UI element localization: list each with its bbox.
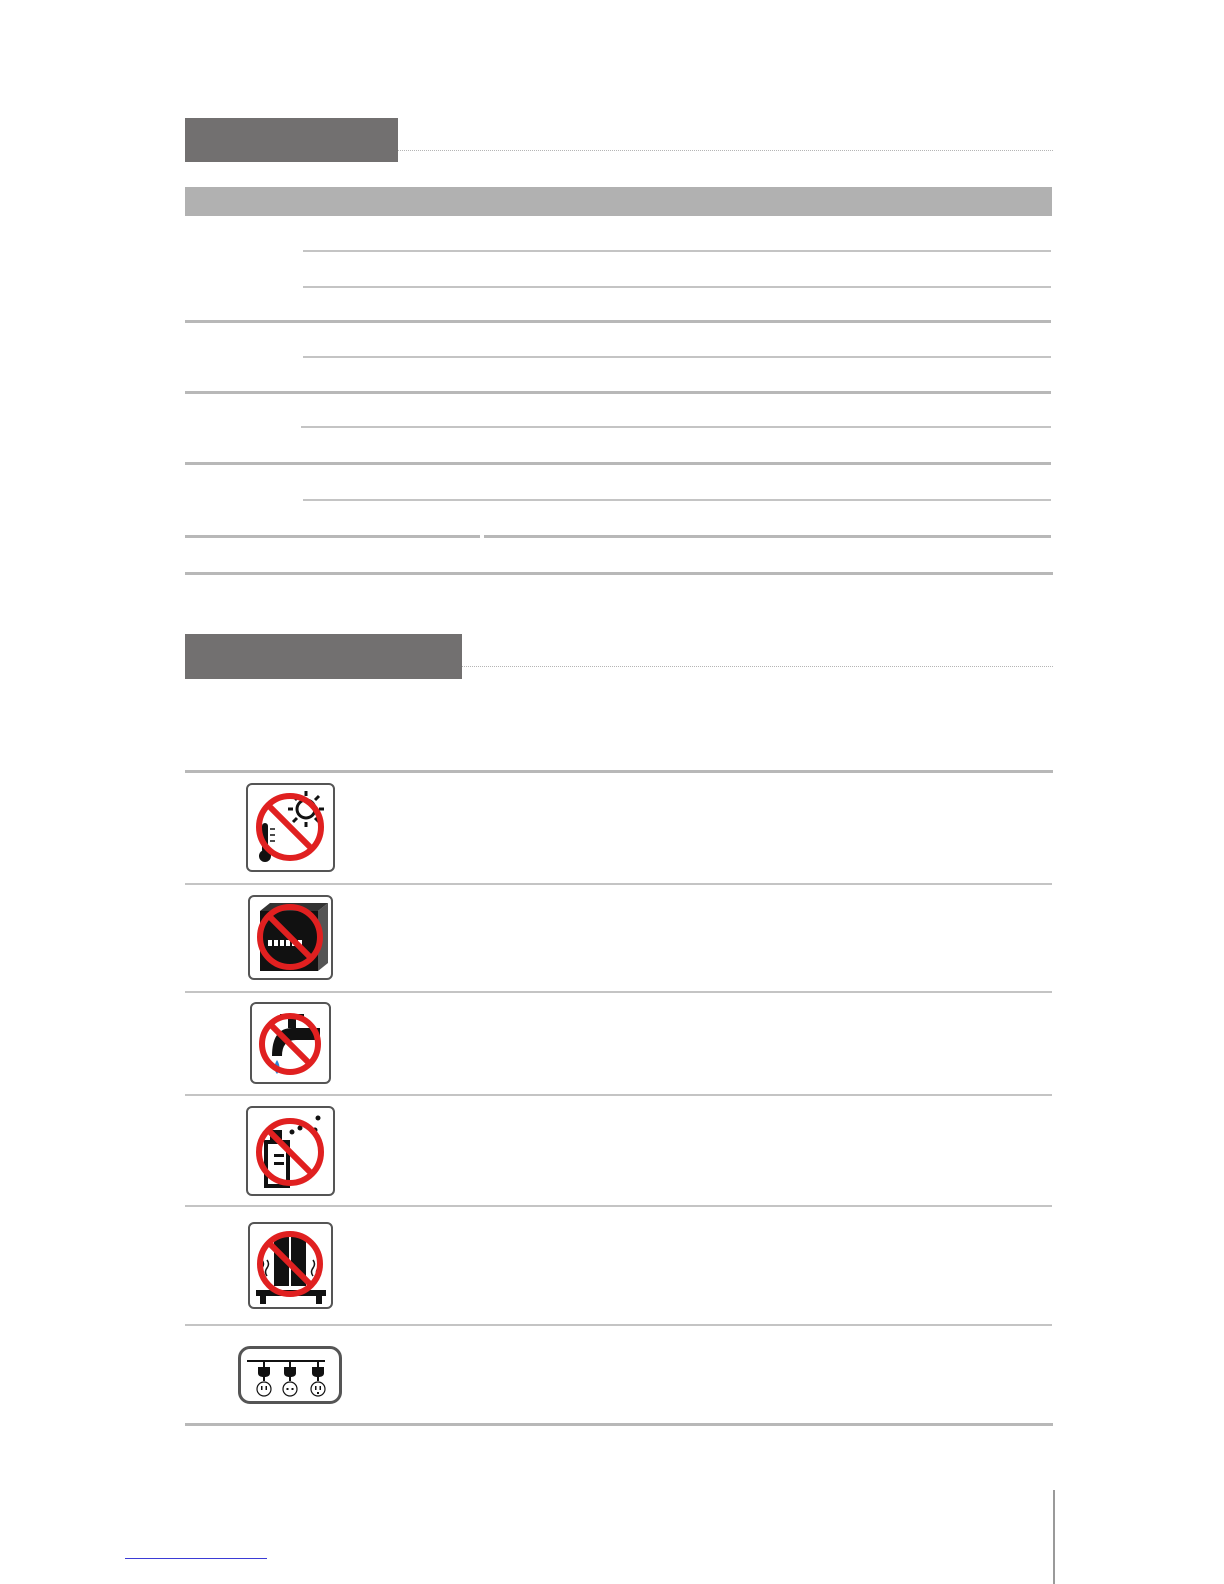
- safety-row-rule: [185, 1205, 1052, 1207]
- safety-row-rule: [185, 1324, 1052, 1326]
- spec-table-bottom-rule: [185, 572, 1053, 575]
- no-heat-sun-icon: [246, 783, 335, 872]
- spec-group-rule: [185, 391, 1051, 394]
- safety-table-bottom-rule: [185, 1423, 1053, 1426]
- spec-group-rule: [185, 535, 480, 538]
- section-divider: [398, 150, 1053, 151]
- spec-row-rule: [303, 286, 1051, 288]
- safety-row-rule: [185, 991, 1052, 993]
- spec-group-rule: [484, 535, 1051, 538]
- no-heat-radiator-icon: [248, 1222, 333, 1309]
- spec-row-rule: [303, 356, 1051, 358]
- safety-section-tab: [185, 634, 462, 679]
- power-outlets-icon: [238, 1346, 342, 1404]
- footer-link[interactable]: [125, 1558, 267, 1560]
- specifications-section-tab: [185, 118, 398, 162]
- no-water-tap-icon: [250, 1002, 331, 1084]
- safety-row-rule: [185, 883, 1052, 885]
- spec-table-header: [185, 187, 1052, 216]
- safety-table-top-rule: [185, 770, 1053, 773]
- safety-row-rule: [185, 1094, 1052, 1096]
- spec-row-rule: [303, 499, 1051, 501]
- page-margin-mark: [1053, 1490, 1055, 1584]
- spec-group-rule: [185, 462, 1051, 465]
- spec-row-rule: [301, 426, 1051, 428]
- spec-group-rule: [185, 320, 1051, 323]
- no-box-storage-icon: [248, 895, 333, 980]
- no-spray-liquid-icon: [246, 1106, 335, 1196]
- spec-row-rule: [303, 250, 1051, 252]
- section-divider: [462, 666, 1053, 667]
